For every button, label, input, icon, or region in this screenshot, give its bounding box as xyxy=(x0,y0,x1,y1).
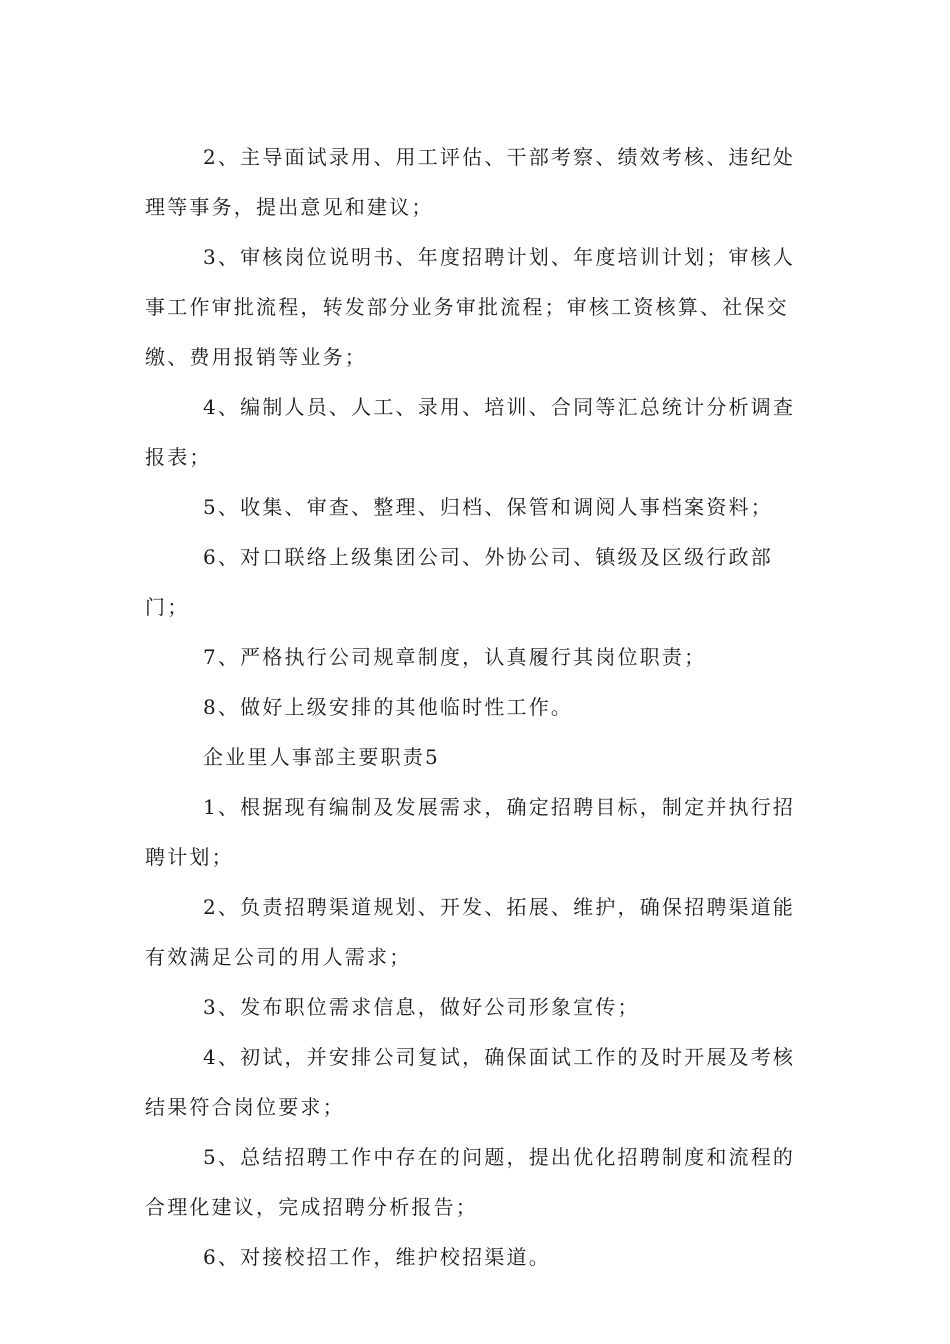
paragraph-duty-4: 4、编制人员、人工、录用、培训、合同等汇总统计分析调查报表； xyxy=(145,395,796,469)
paragraph-duty-3: 3、审核岗位说明书、年度招聘计划、年度培训计划；审核人事工作审批流程，转发部分业务审批流程；审核工资核算、社保交缴、费用报销等业务； xyxy=(145,245,796,369)
paragraph-duty-8: 8、做好上级安排的其他临时性工作。 xyxy=(203,695,574,719)
paragraph-duty-7: 7、严格执行公司规章制度，认真履行其岗位职责； xyxy=(203,645,707,669)
paragraph-recruit-1: 1、根据现有编制及发展需求，确定招聘目标，制定并执行招聘计划； xyxy=(145,795,796,869)
paragraph-recruit-3: 3、发布职位需求信息，做好公司形象宣传； xyxy=(203,995,640,1019)
paragraph-duty-5: 5、收集、审查、整理、归档、保管和调阅人事档案资料； xyxy=(203,495,773,519)
paragraph-recruit-6: 6、对接校招工作，维护校招渠道。 xyxy=(203,1245,551,1269)
paragraph-recruit-5: 5、总结招聘工作中存在的问题，提出优化招聘制度和流程的合理化建议，完成招聘分析报告； xyxy=(145,1145,796,1219)
document-body xyxy=(145,132,809,1282)
paragraph-duty-2: 2、主导面试录用、用工评估、干部考察、绩效考核、违纪处理等事务，提出意见和建议； xyxy=(145,145,796,219)
paragraph-recruit-4: 4、初试，并安排公司复试，确保面试工作的及时开展及考核结果符合岗位要求； xyxy=(145,1045,796,1119)
paragraph-recruit-2: 2、负责招聘渠道规划、开发、拓展、维护，确保招聘渠道能有效满足公司的用人需求； xyxy=(145,895,796,969)
section-heading: 企业里人事部主要职责5 xyxy=(203,745,440,769)
paragraph-duty-6: 6、对口联络上级集团公司、外协公司、镇级及区级行政部门； xyxy=(145,545,773,619)
